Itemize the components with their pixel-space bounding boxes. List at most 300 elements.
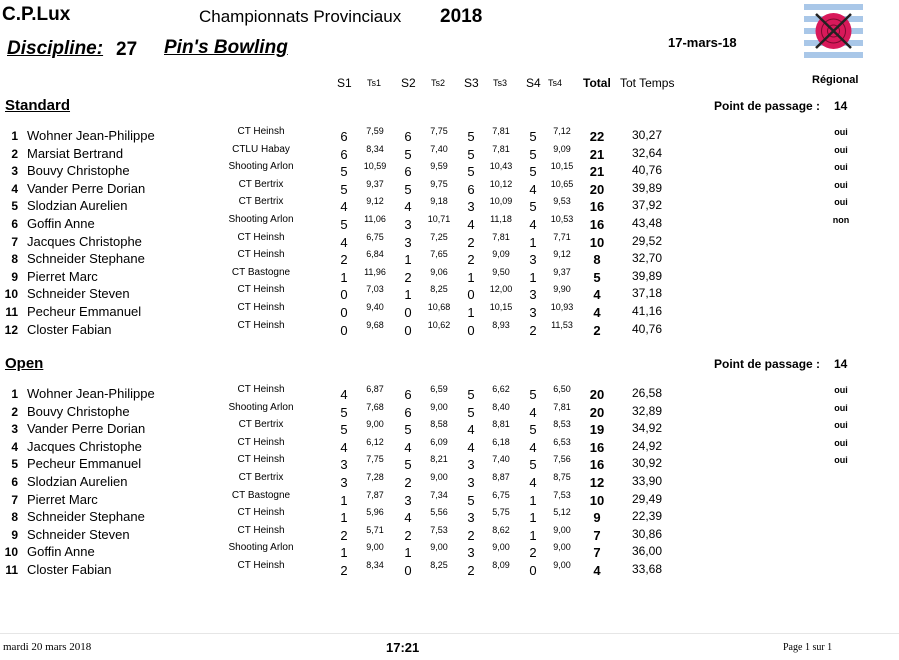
series3-score: 1 [467,305,475,320]
series4-score: 5 [529,457,537,473]
championship-year: 2018 [440,6,483,27]
competitor-name: Goffin Anne [27,544,95,560]
club: CT Heinsh [237,126,285,137]
total-score: 7 [593,545,601,561]
series2-score: 1 [404,545,412,561]
competitor-name: Wohner Jean-Philippe [27,386,155,401]
series2-time: 9,18 [430,196,448,207]
total-score: 21 [589,146,605,162]
total-score: 16 [589,457,605,473]
series4-score: 4 [529,439,537,455]
total-time: 40,76 [631,163,662,178]
series1-score: 0 [340,287,348,303]
rank: 12 [4,322,18,337]
section-title-standard: Standard [5,97,71,114]
series4-score: 5 [529,129,537,144]
total-time: 24,92 [631,438,662,453]
series3-time: 8,81 [492,419,510,430]
series1-score: 3 [340,457,348,473]
series4-time: 9,09 [553,143,571,154]
table-row [0,126,899,144]
series1-score: 6 [340,129,348,144]
series2-time: 9,00 [430,472,448,482]
regional-qualified: oui [834,385,848,395]
competitor-name: Vander Perre Dorian [27,421,146,437]
series1-time: 5,96 [366,507,384,518]
series3-score: 5 [467,129,475,144]
series1-time: 7,75 [366,454,384,465]
series3-time: 7,81 [492,126,510,136]
series4-time: 10,53 [550,214,574,224]
total-time: 30,27 [631,128,662,142]
total-time: 41,16 [631,304,662,318]
series2-time: 8,21 [430,454,448,465]
series3-time: 6,18 [492,436,510,447]
total-time: 22,39 [631,509,662,524]
table-row [0,384,899,402]
club: Shooting Arlon [228,401,294,413]
series3-score: 3 [467,457,475,473]
series2-score: 2 [404,269,412,285]
total-time: 39,89 [631,268,662,283]
competitor-name: Pierret Marc [27,268,98,284]
series4-time: 7,71 [553,231,571,242]
regional-qualified: oui [834,437,848,448]
series1-time: 7,68 [366,401,384,412]
series2-score: 1 [404,252,412,268]
series4-score: 0 [529,563,537,578]
total-score: 20 [589,404,605,420]
rank: 2 [11,146,18,161]
rank: 6 [11,217,18,231]
series4-score: 4 [529,217,537,232]
competitor-name: Closter Fabian [27,562,112,577]
series4-score: 3 [529,305,537,320]
col-header-total: Total [583,76,611,90]
total-score: 4 [593,305,601,320]
series4-time: 11,53 [551,319,573,330]
competitor-name: Schneider Stephane [27,509,145,525]
series1-time: 6,87 [366,384,384,394]
total-score: 8 [593,252,601,268]
total-score: 19 [589,422,605,438]
total-score: 10 [589,234,605,250]
regional-qualified: non [832,215,850,225]
series3-time: 8,87 [492,472,510,482]
rank: 3 [11,164,18,179]
series1-score: 1 [340,510,348,526]
series3-score: 5 [467,404,475,420]
series2-time: 7,53 [430,524,448,535]
table-row [0,437,899,455]
table-row [0,214,899,232]
series4-time: 5,12 [553,507,571,518]
competitor-name: Pecheur Emmanuel [27,456,142,472]
rank: 7 [11,234,18,249]
series4-time: 9,53 [553,196,571,207]
club: Shooting Arlon [228,542,294,554]
series2-score: 4 [404,199,412,215]
rank: 10 [4,287,18,302]
regional-qualified: oui [834,162,848,173]
organization-name: C.P.Lux [2,4,71,25]
event-date: 17-mars-18 [668,35,737,50]
passage-label-standard: Point de passage : [714,99,821,113]
series3-score: 0 [467,287,475,303]
series4-score: 5 [529,387,537,402]
club: CT Heinsh [237,454,285,466]
series1-time: 10,59 [363,161,387,172]
series2-score: 3 [404,217,412,232]
series3-time: 7,40 [492,454,510,465]
club: CT Bertrix [238,472,284,483]
competitor-name: Slodzian Aurelien [27,474,128,489]
series3-score: 4 [467,217,475,232]
series2-time: 9,59 [430,161,448,172]
series1-score: 5 [340,422,348,438]
series2-score: 0 [404,322,412,338]
col-header-tot-temps: Tot Temps [620,76,675,90]
series4-time: 7,56 [553,454,571,465]
competitor-name: Wohner Jean-Philippe [27,128,155,143]
col-header-s3: S3 [464,76,479,90]
series1-time: 9,00 [366,542,384,553]
series3-time: 12,00 [489,284,513,295]
series1-time: 7,59 [366,126,384,136]
discipline-name: Pin's Bowling [164,37,288,58]
series2-score: 5 [404,146,412,162]
series1-score: 3 [340,475,348,490]
series4-time: 8,53 [553,419,571,430]
total-time: 30,92 [631,456,662,471]
competitor-name: Pecheur Emmanuel [27,304,142,319]
series1-time: 8,34 [366,560,384,570]
footer-divider [0,633,899,634]
series3-score: 4 [467,439,475,455]
total-time: 40,76 [631,321,662,336]
rank: 3 [11,422,18,437]
total-time: 37,18 [631,286,662,301]
series4-time: 10,65 [550,178,574,189]
club: CT Bertrix [238,196,284,208]
club: CT Bertrix [238,419,284,431]
series2-score: 6 [404,404,412,420]
total-score: 16 [589,199,605,215]
series3-time: 9,00 [492,542,510,553]
total-time: 29,49 [631,491,662,506]
series3-score: 3 [467,545,475,561]
series2-score: 3 [404,492,412,508]
series2-score: 5 [404,457,412,473]
series3-score: 3 [467,199,475,215]
col-header-s2: S2 [401,76,416,90]
series4-score: 1 [529,269,537,285]
series1-time: 6,84 [366,249,384,260]
total-score: 2 [593,322,601,338]
series3-score: 2 [467,563,475,578]
series2-score: 0 [404,563,412,578]
series2-score: 6 [404,387,412,402]
club: CT Heinsh [237,249,285,261]
competitor-name: Schneider Stephane [27,251,145,267]
series1-time: 7,03 [366,284,384,295]
rank: 8 [11,510,18,525]
regional-qualified: oui [834,144,848,155]
series1-time: 6,12 [366,436,384,447]
series2-time: 10,71 [427,214,451,224]
series2-time: 8,25 [430,560,448,570]
series1-time: 9,00 [366,419,384,430]
club: CT Heinsh [237,524,285,536]
col-header-s1: S1 [337,76,352,90]
series1-score: 0 [340,305,348,320]
rank: 10 [4,545,18,560]
series4-score: 4 [529,181,537,197]
series2-time: 7,34 [430,489,448,500]
total-time: 26,58 [631,386,662,400]
total-time: 39,89 [631,180,662,195]
table-row [0,419,899,437]
section-title-open: Open [5,355,44,372]
series3-time: 9,50 [492,266,510,277]
rank: 5 [11,457,18,472]
total-score: 20 [589,181,605,197]
total-time: 32,64 [631,145,662,160]
series1-score: 1 [340,492,348,508]
series4-score: 4 [529,475,537,490]
club: CTLU Habay [232,143,290,155]
series4-time: 9,37 [553,266,571,277]
series3-time: 7,81 [492,231,510,242]
rank: 9 [11,527,18,542]
table-row [0,144,899,162]
series4-time: 10,15 [550,161,574,172]
series2-score: 1 [404,287,412,303]
series3-time: 6,62 [492,384,510,394]
total-score: 22 [589,129,605,144]
rank: 9 [11,269,18,284]
table-row [0,402,899,420]
series2-score: 6 [404,129,412,144]
series2-score: 3 [404,234,412,250]
series1-time: 9,40 [366,302,384,312]
series1-score: 4 [340,439,348,455]
series4-score: 5 [529,199,537,215]
total-score: 9 [593,510,601,526]
total-score: 4 [593,563,601,578]
club: CT Bastogne [231,489,291,501]
series2-time: 9,06 [430,266,448,277]
series1-time: 6,75 [366,231,384,242]
series1-score: 4 [340,387,348,402]
series1-score: 5 [340,217,348,232]
series1-score: 1 [340,269,348,285]
competitor-name: Pierret Marc [27,491,98,507]
club: CT Heinsh [237,384,285,395]
series2-time: 6,59 [430,384,448,394]
series4-time: 7,53 [553,489,571,500]
footer-print-date: mardi 20 mars 2018 [3,641,92,653]
series1-score: 4 [340,234,348,250]
series1-score: 1 [340,545,348,561]
series1-time: 8,34 [366,143,384,154]
competitor-name: Schneider Steven [27,286,130,302]
series4-score: 1 [529,510,537,526]
series1-score: 5 [340,164,348,180]
table-row [0,161,899,179]
series4-time: 9,00 [553,524,571,535]
total-score: 16 [589,217,605,232]
series2-time: 8,25 [430,284,448,295]
club: CT Heinsh [237,560,285,571]
rank: 5 [11,199,18,214]
footer-print-time: 17:21 [386,640,420,655]
competitor-name: Bouvy Christophe [27,163,130,179]
col-header-regional: Régional [812,74,859,86]
club: CT Heinsh [237,507,285,519]
rank: 4 [11,439,18,454]
series3-time: 8,62 [492,524,510,535]
series1-time: 11,96 [364,266,386,277]
series3-time: 10,43 [489,161,513,172]
series4-score: 1 [529,527,537,543]
series3-score: 3 [467,475,475,490]
total-score: 4 [593,287,601,303]
competitor-name: Bouvy Christophe [27,403,130,419]
club: CT Heinsh [237,231,285,243]
total-score: 5 [593,269,601,285]
table-row [0,284,899,302]
series2-score: 6 [404,164,412,180]
passage-value-open: 14 [834,357,848,371]
club: CT Bertrix [238,178,284,190]
total-time: 32,70 [631,251,662,266]
series3-score: 2 [467,527,475,543]
rank: 1 [11,129,18,143]
series2-time: 7,65 [430,249,448,260]
series2-time: 6,09 [430,436,448,447]
series1-score: 5 [340,181,348,197]
competitor-name: Closter Fabian [27,321,112,337]
series2-time: 9,00 [430,401,448,412]
series3-time: 5,75 [492,507,510,518]
series2-time: 10,68 [427,302,451,312]
series3-score: 0 [467,322,475,338]
series3-score: 6 [467,181,475,197]
table-row [0,525,899,543]
rank: 1 [11,387,18,401]
table-row [0,454,899,472]
series1-time: 7,28 [366,472,384,482]
series4-score: 5 [529,422,537,438]
total-time: 36,00 [631,544,662,559]
series3-time: 10,12 [489,178,513,189]
series3-score: 3 [467,510,475,526]
total-time: 33,68 [631,562,662,576]
series1-score: 6 [340,146,348,162]
rank: 6 [11,475,18,489]
passage-value-standard: 14 [834,99,848,113]
series1-score: 5 [340,404,348,420]
series2-score: 5 [404,422,412,438]
regional-qualified: oui [834,455,848,466]
series3-score: 5 [467,146,475,162]
competitor-name: Schneider Steven [27,526,130,542]
club: CT Heinsh [237,319,285,331]
total-score: 20 [589,387,605,402]
rank: 11 [5,563,18,577]
series3-time: 9,09 [492,249,510,260]
total-time: 33,90 [631,474,662,488]
total-time: 30,86 [631,526,662,541]
series1-score: 0 [340,322,348,338]
rank: 4 [11,181,18,196]
series4-score: 1 [529,492,537,508]
series2-time: 9,75 [430,178,448,189]
table-row [0,179,899,197]
rank: 2 [11,404,18,419]
competitor-name: Slodzian Aurelien [27,198,128,214]
col-header-ts2: Ts2 [431,78,446,88]
table-row [0,472,899,490]
competitor-name: Vander Perre Dorian [27,180,146,196]
series4-time: 9,90 [553,284,571,295]
rank: 7 [11,492,18,507]
series4-time: 7,81 [553,401,571,412]
club: CT Heinsh [237,436,285,448]
table-row [0,232,899,250]
total-time: 34,92 [631,421,662,436]
series3-time: 8,09 [492,560,510,570]
table-row [0,490,899,508]
series4-time: 6,50 [553,384,571,394]
regional-qualified: oui [834,179,848,190]
series3-time: 7,81 [492,143,510,154]
rank: 11 [5,305,18,319]
series3-score: 2 [467,234,475,250]
table-row [0,507,899,525]
series2-time: 8,58 [430,419,448,430]
series1-time: 9,68 [366,319,384,330]
table-row [0,267,899,285]
total-score: 12 [589,475,605,490]
series2-time: 5,56 [430,507,448,518]
total-time: 29,52 [631,233,662,248]
series2-time: 10,62 [427,319,451,330]
table-row [0,249,899,267]
series4-time: 7,12 [553,126,571,136]
championship-title: Championnats Provinciaux [199,7,402,26]
series2-time: 7,75 [430,126,448,136]
rank: 8 [11,252,18,267]
series3-time: 10,15 [489,302,513,312]
regional-qualified: oui [834,402,848,413]
footer-page-number: Page 1 sur 1 [783,642,833,653]
series1-score: 2 [340,563,348,578]
series4-time: 9,00 [553,560,571,570]
series3-time: 8,93 [492,319,510,330]
series1-time: 9,12 [366,196,384,207]
club: CT Heinsh [237,284,285,296]
series3-time: 6,75 [492,489,510,500]
series2-time: 7,25 [430,231,448,242]
series4-score: 2 [529,322,537,338]
series4-score: 3 [529,287,537,303]
series1-time: 9,37 [366,178,384,189]
competitor-name: Jacques Christophe [27,233,142,249]
series4-score: 4 [529,404,537,420]
series2-score: 2 [404,527,412,543]
